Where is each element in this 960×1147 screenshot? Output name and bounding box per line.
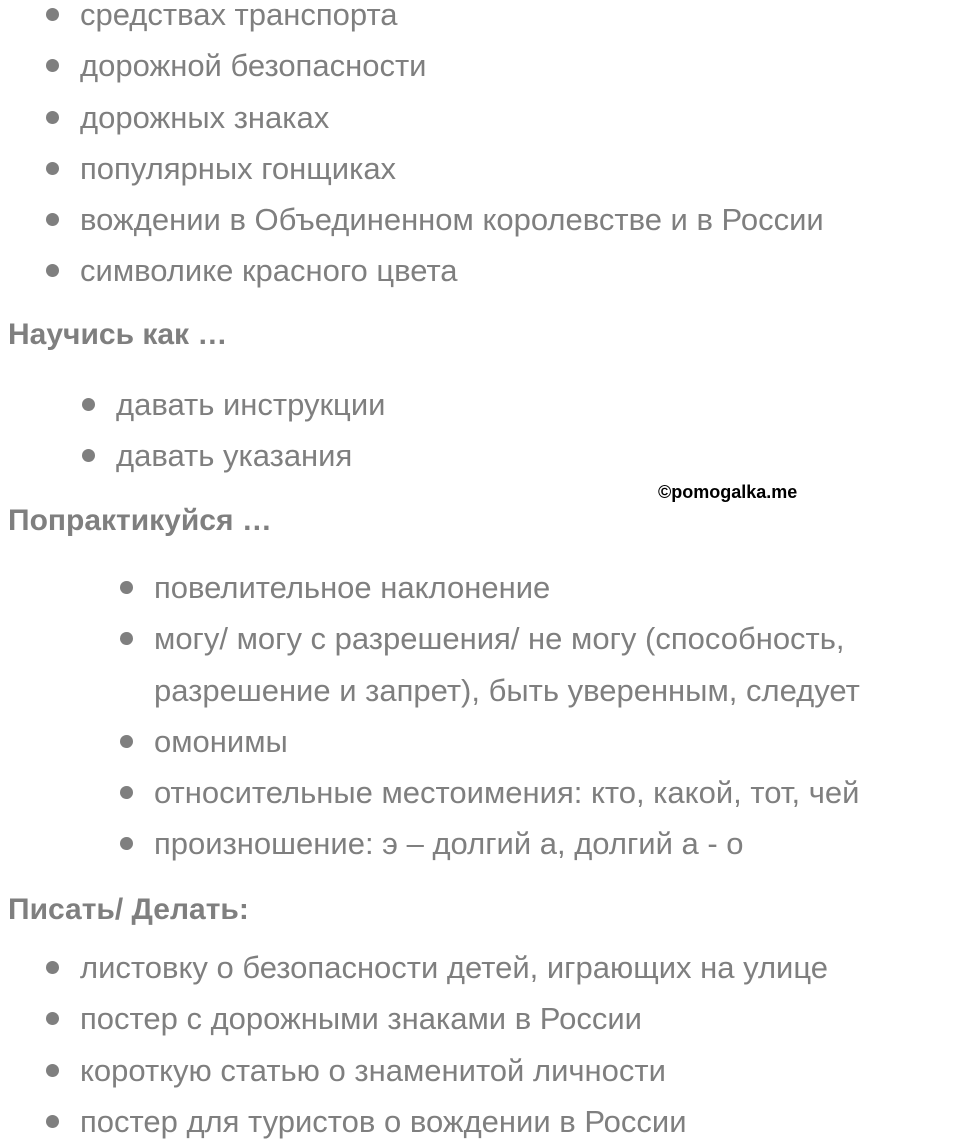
bullet-icon bbox=[82, 449, 95, 462]
bullet-icon bbox=[46, 111, 59, 124]
bullet-icon bbox=[46, 264, 59, 277]
list-item bbox=[80, 143, 824, 194]
list-item-text: символике красного цвета bbox=[80, 253, 458, 289]
list-item-text: постер с дорожными знаками в России bbox=[80, 1001, 642, 1037]
list-item-text: постер для туристов о вождении в России bbox=[80, 1103, 687, 1139]
list-item bbox=[80, 993, 828, 1044]
list-item bbox=[80, 40, 824, 91]
list-item bbox=[80, 92, 824, 143]
list-item-text: дорожных знаках bbox=[80, 99, 330, 135]
bullet-icon bbox=[120, 632, 133, 645]
bullet-icon bbox=[46, 162, 59, 175]
bullet-icon bbox=[120, 837, 133, 850]
list-item-text: давать указания bbox=[116, 438, 353, 474]
list-item bbox=[80, 942, 828, 993]
list-item bbox=[154, 716, 860, 767]
list-item bbox=[80, 245, 824, 296]
list-item bbox=[116, 430, 385, 481]
list-item bbox=[80, 0, 824, 40]
write-list bbox=[80, 942, 828, 1147]
list-item bbox=[154, 767, 860, 818]
list-item-text: популярных гонщиках bbox=[80, 150, 397, 186]
practice-list bbox=[154, 562, 860, 870]
list-item bbox=[116, 379, 385, 430]
bullet-icon bbox=[120, 581, 133, 594]
list-item bbox=[80, 194, 824, 245]
learn-list bbox=[116, 379, 385, 482]
list-item bbox=[154, 818, 860, 869]
list-item bbox=[80, 1045, 828, 1096]
list-item-text: давать инструкции bbox=[116, 387, 386, 422]
list-item-text: повелительное наклонение bbox=[154, 570, 551, 605]
list-item-text: могу/ могу с разрешения/ не могу (способность, bbox=[154, 621, 845, 657]
list-item-text: произношение: э – долгий а, долгий а - о bbox=[154, 826, 744, 862]
list-item-text: средствах транспорта bbox=[80, 0, 398, 32]
bullet-icon bbox=[46, 1064, 59, 1077]
list-item-text: дорожной безопасности bbox=[80, 48, 427, 84]
bullet-icon bbox=[46, 8, 59, 21]
bullet-icon bbox=[46, 213, 59, 226]
list-item bbox=[154, 562, 860, 613]
bullet-icon bbox=[46, 961, 59, 974]
list-item-text: вождении в Объединенном королевстве и в России bbox=[80, 202, 824, 238]
bullet-icon bbox=[120, 786, 133, 799]
list-item-text: относительные местоимения: кто, какой, тот, чей bbox=[154, 775, 860, 811]
topics-list bbox=[80, 0, 824, 297]
list-item-text: короткую статью о знаменитой личности bbox=[80, 1052, 666, 1088]
list-item-text: омонимы bbox=[154, 723, 288, 759]
learn-heading: Научись как … bbox=[8, 318, 228, 351]
list-item-text: разрешение и запрет), быть уверенным, следует bbox=[154, 672, 860, 708]
list-item-text: листовку о безопасности детей, играющих на улице bbox=[80, 950, 828, 985]
bullet-icon bbox=[46, 1012, 59, 1025]
watermark: ©pomogalka.me bbox=[658, 482, 798, 502]
list-item bbox=[80, 1096, 828, 1147]
bullet-icon bbox=[82, 398, 95, 411]
write-heading: Писать/ Делать: bbox=[8, 893, 249, 926]
list-item bbox=[154, 613, 860, 664]
practice-heading: Попрактикуйся … bbox=[8, 504, 272, 537]
list-item-continuation bbox=[154, 665, 860, 716]
bullet-icon bbox=[120, 735, 133, 748]
bullet-icon bbox=[46, 59, 59, 72]
bullet-icon bbox=[46, 1115, 59, 1128]
